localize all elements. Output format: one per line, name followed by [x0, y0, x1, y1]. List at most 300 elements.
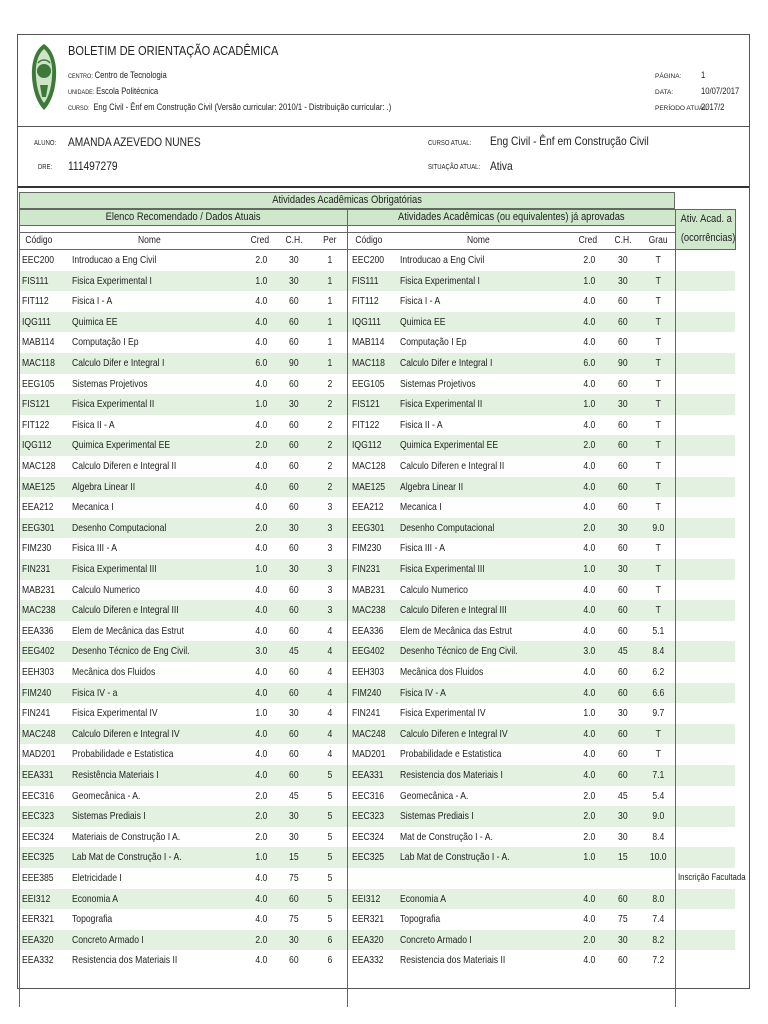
- cell-ach: 60: [618, 624, 628, 637]
- cell-code: EEC200: [22, 254, 55, 266]
- cell-acode: MAC238: [352, 604, 386, 617]
- cell-per: 1: [327, 274, 333, 287]
- cell-per: 2: [327, 439, 333, 452]
- cell-occ: [678, 724, 740, 745]
- cell-code: FIS121: [22, 398, 50, 411]
- cell-ch: 60: [289, 954, 299, 967]
- cell-aname: Algebra Linear II: [400, 480, 464, 493]
- cell-grau: T: [655, 727, 661, 740]
- cell-code: EER321: [22, 913, 55, 926]
- cell-code: MAC118: [22, 357, 55, 369]
- cell-per: 6: [327, 954, 333, 967]
- cell-occ: [678, 435, 740, 456]
- cell-aname: Calculo Numerico: [400, 583, 468, 596]
- cell-name: Eletricidade I: [72, 872, 122, 884]
- cell-code: EEH303: [22, 666, 55, 678]
- cell-name: Calculo Diferen e Integral IV: [72, 727, 180, 740]
- cell-ch: 60: [289, 583, 299, 596]
- cell-cred: 4.0: [255, 336, 267, 349]
- cell-name: Lab Mat de Construção I - A.: [72, 851, 182, 864]
- cell-occ: [678, 518, 740, 539]
- cell-occ: [678, 641, 740, 662]
- cell-ach: 30: [618, 274, 628, 287]
- cell-ch: 30: [289, 563, 299, 575]
- cell-ch: 30: [289, 274, 299, 287]
- cell-per: 5: [327, 872, 333, 884]
- cell-occ: [678, 456, 740, 477]
- cell-acred: 4.0: [583, 624, 595, 637]
- cell-ch: 30: [289, 398, 299, 411]
- cell-aname: Topografia: [400, 913, 441, 926]
- periodo-value: 2017/2: [701, 102, 725, 112]
- cell-ch: 60: [289, 624, 299, 637]
- cell-code: EEG402: [22, 645, 55, 658]
- cell-occ: [678, 806, 740, 827]
- cell-ach: 30: [618, 521, 628, 534]
- unidade-value: Escola Politécnica: [96, 86, 159, 96]
- cell-ach: 45: [618, 789, 628, 802]
- table-row: [19, 683, 735, 704]
- cell-acred: 2.0: [583, 789, 595, 802]
- cell-ch: 60: [289, 686, 299, 699]
- col-cred: Cred: [250, 235, 270, 246]
- cell-grau: 7.1: [652, 769, 664, 781]
- cell-grau: T: [655, 336, 661, 349]
- cell-cred: 2.0: [255, 810, 267, 823]
- group-separator: [347, 209, 348, 1007]
- cell-code: EEA212: [22, 501, 54, 514]
- cell-grau: T: [655, 583, 661, 596]
- cell-per: 1: [327, 295, 333, 308]
- cell-cred: 4.0: [255, 418, 267, 431]
- cell-acred: 1.0: [583, 851, 595, 864]
- cell-aname: Economia A: [400, 892, 446, 905]
- cell-occ: [678, 374, 740, 395]
- cell-per: 1: [327, 336, 333, 349]
- cell-acode: FIM230: [352, 542, 382, 555]
- table-row: [19, 538, 735, 559]
- cell-acred: 1.0: [583, 398, 595, 411]
- table-row: [19, 518, 735, 539]
- unidade-label: UNIDADE:: [68, 89, 95, 96]
- cell-grau: 6.2: [652, 666, 664, 678]
- cell-acode: EEA336: [352, 624, 384, 637]
- cell-aname: Desenho Técnico de Eng Civil.: [400, 645, 518, 658]
- cell-acode: EEH303: [352, 666, 385, 678]
- cell-grau: T: [655, 501, 661, 514]
- col-codigo: Código: [25, 235, 53, 246]
- cell-occ: [678, 538, 740, 559]
- cell-occ: [678, 889, 740, 910]
- cell-ch: 30: [289, 707, 299, 720]
- cell-code: EEA320: [22, 933, 54, 946]
- cell-acode: FIT122: [352, 418, 380, 431]
- pagina-line: [655, 70, 706, 80]
- cell-grau: T: [655, 295, 661, 308]
- cell-per: 3: [327, 563, 333, 575]
- curso-line: [68, 102, 391, 112]
- cell-per: 1: [327, 254, 333, 266]
- cell-ch: 60: [289, 501, 299, 514]
- table-row: [19, 291, 735, 312]
- cell-per: 3: [327, 501, 333, 514]
- cell-ach: 60: [618, 542, 628, 555]
- cell-ch: 60: [289, 480, 299, 493]
- cell-per: 2: [327, 480, 333, 493]
- cell-name: Topografia: [72, 913, 113, 926]
- cell-code: MAC128: [22, 460, 56, 472]
- cell-acred: 4.0: [583, 666, 595, 678]
- section-title: Atividades Acadêmicas Obrigatórias: [19, 192, 675, 209]
- col-ch: C.H.: [285, 235, 303, 246]
- cell-occ: [678, 683, 740, 704]
- cell-occ: [678, 312, 740, 333]
- cell-occ: [678, 271, 740, 292]
- cell-acode: EEA212: [352, 501, 384, 514]
- cell-name: Calculo Numerico: [72, 583, 140, 596]
- centro-value: Centro de Tecnologia: [94, 70, 167, 80]
- cell-occ: [678, 827, 740, 848]
- cell-occ: [678, 291, 740, 312]
- cell-per: 2: [327, 460, 333, 472]
- cell-per: 4: [327, 707, 333, 720]
- cell-grau: 5.1: [652, 624, 664, 637]
- cell-aname: Mecânica dos Fluidos: [400, 666, 484, 678]
- cell-grau: T: [655, 604, 661, 617]
- cell-code: MAE125: [22, 480, 56, 493]
- cell-aname: Quimica Experimental EE: [400, 439, 499, 452]
- cell-aname: Geomecânica - A.: [400, 789, 469, 802]
- cell-acred: 4.0: [583, 583, 595, 596]
- cell-acred: 4.0: [583, 748, 595, 761]
- cell-code: FIM230: [22, 542, 52, 555]
- cell-acred: 4.0: [583, 892, 595, 905]
- table-row: [19, 641, 735, 662]
- cell-aname: Fisica II - A: [400, 418, 443, 431]
- cell-acred: 4.0: [583, 686, 595, 699]
- cell-aname: Fisica Experimental III: [400, 563, 485, 575]
- cell-ach: 60: [618, 583, 628, 596]
- cell-occ: [678, 930, 740, 951]
- cell-name: Resistencia dos Materiais II: [72, 954, 178, 967]
- table-row: [19, 724, 735, 745]
- table-row: [19, 909, 735, 930]
- table-row: [19, 435, 735, 456]
- cell-acode: EEG105: [352, 377, 385, 390]
- table-row: [19, 765, 735, 786]
- data-line: [655, 86, 740, 96]
- aluno-value: AMANDA AZEVEDO NUNES: [68, 135, 201, 149]
- cell-grau: 7.2: [652, 954, 664, 967]
- cell-occ: [678, 580, 740, 601]
- cell-occ: [678, 703, 740, 724]
- cell-acode: MAC248: [352, 727, 386, 740]
- cell-aname: Mecanica I: [400, 501, 442, 514]
- left-group-title: Elenco Recomendado / Dados Atuais: [19, 209, 348, 226]
- cell-ch: 60: [289, 769, 299, 781]
- cell-acode: EEA320: [352, 933, 384, 946]
- cell-aname: Fisica Experimental I: [400, 274, 480, 287]
- cell-acode: EEC316: [352, 789, 385, 802]
- cell-aname: Elem de Mecânica das Estrut: [400, 624, 512, 637]
- cell-grau: T: [655, 377, 661, 390]
- cell-name: Calculo Diferen e Integral III: [72, 604, 179, 617]
- cell-per: 3: [327, 604, 333, 617]
- table-row: [19, 930, 735, 951]
- cell-ach: 30: [618, 810, 628, 823]
- cell-name: Geomecânica - A.: [72, 789, 141, 802]
- cell-ach: 60: [618, 501, 628, 514]
- cell-grau: 10.0: [649, 851, 667, 864]
- cell-ach: 60: [618, 769, 628, 781]
- cell-acode: FIN241: [352, 707, 381, 720]
- table-row: [19, 662, 735, 683]
- cell-grau: T: [655, 418, 661, 431]
- cell-ach: 60: [618, 480, 628, 493]
- cell-name: Fisica IV - a: [72, 686, 118, 699]
- cell-acred: 1.0: [583, 563, 595, 575]
- cell-cred: 4.0: [255, 954, 267, 967]
- cell-ch: 60: [289, 604, 299, 617]
- table-row: [19, 950, 735, 971]
- cell-cred: 4.0: [255, 748, 267, 761]
- cell-ach: 30: [618, 933, 628, 946]
- cell-ch: 60: [289, 748, 299, 761]
- col-codigo-aprov: Código: [355, 235, 383, 246]
- cell-grau: 8.4: [652, 830, 664, 843]
- table-row: [19, 559, 735, 580]
- cell-acred: 4.0: [583, 418, 595, 431]
- cell-cred: 4.0: [255, 727, 267, 740]
- cell-grau: 7.4: [652, 913, 664, 926]
- ocorrencias-separator: [675, 209, 676, 1007]
- cell-acred: 4.0: [583, 769, 595, 781]
- cell-cred: 1.0: [255, 851, 267, 864]
- table-row: [19, 477, 735, 498]
- cell-ach: 60: [618, 748, 628, 761]
- cell-acode: EEC324: [352, 830, 385, 843]
- col-grau: Grau: [648, 235, 668, 246]
- cell-occ: Inscrição Facultada: [678, 872, 746, 883]
- dre-label: DRE:: [38, 164, 53, 171]
- cell-ch: 60: [289, 666, 299, 678]
- cell-acred: 4.0: [583, 604, 595, 617]
- cell-ach: 45: [618, 645, 628, 658]
- cell-ach: 30: [618, 398, 628, 411]
- table-row: [19, 600, 735, 621]
- cell-occ: [678, 765, 740, 786]
- cell-per: 4: [327, 624, 333, 637]
- pagina-label: PÁGINA:: [655, 73, 682, 80]
- cell-code: FIN241: [22, 707, 51, 720]
- cell-code: EEA332: [22, 954, 54, 967]
- cell-occ: [678, 744, 740, 765]
- cell-aname: Introducao a Eng Civil: [400, 254, 485, 266]
- cell-per: 3: [327, 542, 333, 555]
- header-divider: [18, 126, 749, 127]
- cell-code: MAB231: [22, 583, 56, 596]
- cell-occ: [678, 621, 740, 642]
- cell-aname: Desenho Computacional: [400, 521, 495, 534]
- cell-name: Quimica EE: [72, 315, 118, 328]
- cell-grau: 8.2: [652, 933, 664, 946]
- cell-acode: MAB231: [352, 583, 386, 596]
- cell-ach: 60: [618, 892, 628, 905]
- cell-acred: 1.0: [583, 274, 595, 287]
- cell-cred: 4.0: [255, 666, 267, 678]
- cell-per: 4: [327, 666, 333, 678]
- cell-code: FIS111: [22, 274, 49, 287]
- cell-grau: 9.0: [652, 810, 664, 823]
- table-left-edge: [19, 209, 20, 1007]
- cell-acode: EEA332: [352, 954, 384, 967]
- cell-name: Fisica Experimental I: [72, 274, 152, 287]
- cell-code: FIM240: [22, 686, 52, 699]
- cell-cred: 4.0: [255, 913, 267, 926]
- cell-acred: 4.0: [583, 501, 595, 514]
- cell-aname: Lab Mat de Construção I - A.: [400, 851, 510, 864]
- cell-name: Fisica Experimental IV: [72, 707, 158, 720]
- cell-ach: 30: [618, 830, 628, 843]
- cell-aname: Calculo Diferen e Integral III: [400, 604, 507, 617]
- cell-name: Calculo Diferen e Integral II: [72, 460, 177, 472]
- document-page: [17, 34, 750, 989]
- cell-name: Fisica III - A: [72, 542, 117, 555]
- cell-per: 5: [327, 789, 333, 802]
- cell-cred: 4.0: [255, 295, 267, 308]
- cell-grau: 8.4: [652, 645, 664, 658]
- cell-name: Quimica Experimental EE: [72, 439, 171, 452]
- cell-cred: 4.0: [255, 769, 267, 781]
- cell-name: Concreto Armado I: [72, 933, 144, 946]
- dre-value: 111497279: [68, 159, 118, 173]
- table-row: [19, 806, 735, 827]
- cell-acode: EEC323: [352, 810, 385, 823]
- cell-per: 3: [327, 583, 333, 596]
- cell-aname: [400, 868, 570, 889]
- cell-per: 5: [327, 851, 333, 864]
- cell-aname: Probabilidade e Estatistica: [400, 748, 502, 761]
- table-row: [19, 374, 735, 395]
- cell-ch: 30: [289, 254, 299, 266]
- cell-code: FIN231: [22, 563, 51, 575]
- cell-occ: [678, 477, 740, 498]
- cell-acred: 2.0: [583, 830, 595, 843]
- cell-acode: MAC128: [352, 460, 386, 472]
- cell-acode: FIM240: [352, 686, 382, 699]
- cell-cred: 4.0: [255, 604, 267, 617]
- cell-ch: 75: [289, 872, 299, 884]
- curso-atual-label: CURSO ATUAL:: [428, 140, 472, 147]
- cell-cred: 2.0: [255, 254, 267, 266]
- cell-cred: 1.0: [255, 398, 267, 411]
- cell-per: 5: [327, 769, 333, 781]
- cell-per: 1: [327, 315, 333, 328]
- cell-ch: 60: [289, 892, 299, 905]
- cell-per: 3: [327, 521, 333, 534]
- cell-ch: 45: [289, 645, 299, 658]
- table-row: [19, 703, 735, 724]
- cell-ach: 30: [618, 707, 628, 720]
- cell-ach: 60: [618, 315, 628, 328]
- cell-cred: 1.0: [255, 274, 267, 287]
- cell-code: EEG105: [22, 377, 55, 390]
- cell-cred: 4.0: [255, 583, 267, 596]
- cell-code: MAD201: [22, 748, 56, 761]
- cell-cred: 2.0: [255, 439, 267, 452]
- periodo-label: PERÍODO ATUAL:: [655, 105, 709, 112]
- cell-name: Mecânica dos Fluidos: [72, 666, 156, 678]
- cell-name: Calculo Difer e Integral I: [72, 357, 165, 369]
- cell-aname: Calculo Diferen e Integral II: [400, 460, 505, 472]
- cell-acred: 4.0: [583, 460, 595, 472]
- cell-code: EEA336: [22, 624, 54, 637]
- situacao-label: SITUAÇÃO ATUAL:: [428, 164, 481, 171]
- cell-cred: 6.0: [255, 357, 267, 369]
- cell-name: Computação I Ep: [72, 336, 139, 349]
- cell-ch: 60: [289, 336, 299, 349]
- cell-name: Materiais de Construção I A.: [72, 830, 181, 843]
- cell-ach: 60: [618, 604, 628, 617]
- cell-code: EEC323: [22, 810, 55, 823]
- cell-ach: 60: [618, 439, 628, 452]
- cell-code: MAC238: [22, 604, 56, 617]
- cell-ach: 60: [618, 686, 628, 699]
- table-row: [19, 271, 735, 292]
- cell-cred: 4.0: [255, 315, 267, 328]
- col-per: Per: [323, 235, 337, 246]
- cell-ch: 45: [289, 789, 299, 802]
- cell-grau: 9.0: [652, 521, 664, 534]
- cell-aname: Sistemas Prediais I: [400, 810, 474, 823]
- table-row: [19, 456, 735, 477]
- cell-code: IQG111: [22, 315, 51, 328]
- cell-acred: 1.0: [583, 707, 595, 720]
- cell-cred: 4.0: [255, 624, 267, 637]
- cell-acode: FIT112: [352, 295, 379, 308]
- cell-acode: EEG301: [352, 521, 385, 534]
- cell-acred: 4.0: [583, 542, 595, 555]
- cell-name: Algebra Linear II: [72, 480, 136, 493]
- cell-per: 4: [327, 645, 333, 658]
- cell-acode: FIS111: [352, 274, 379, 287]
- cell-acred: 4.0: [583, 954, 595, 967]
- cell-cred: 2.0: [255, 521, 267, 534]
- cell-acred: 4.0: [583, 377, 595, 390]
- table-row: [19, 394, 735, 415]
- cell-ch: 60: [289, 727, 299, 740]
- table-row: [19, 250, 735, 271]
- cell-ach: 60: [618, 954, 628, 967]
- cell-name: Introducao a Eng Civil: [72, 254, 157, 266]
- cell-grau: T: [655, 439, 661, 452]
- pagina-value: 1: [701, 70, 706, 80]
- header-bottom-rule: [19, 249, 736, 250]
- table-row: [19, 786, 735, 807]
- cell-name: Probabilidade e Estatistica: [72, 748, 174, 761]
- cell-aname: Calculo Difer e Integral I: [400, 357, 493, 369]
- cell-name: Economia A: [72, 892, 118, 905]
- cell-aname: Fisica I - A: [400, 295, 441, 308]
- cell-acode: [352, 868, 396, 889]
- cell-acred: 2.0: [583, 254, 595, 266]
- cell-grau: T: [655, 480, 661, 493]
- table-row: [19, 312, 735, 333]
- data-value: 10/07/2017: [701, 86, 740, 96]
- cell-aname: Fisica III - A: [400, 542, 445, 555]
- cell-code: IQG112: [22, 439, 52, 452]
- table-row: [19, 621, 735, 642]
